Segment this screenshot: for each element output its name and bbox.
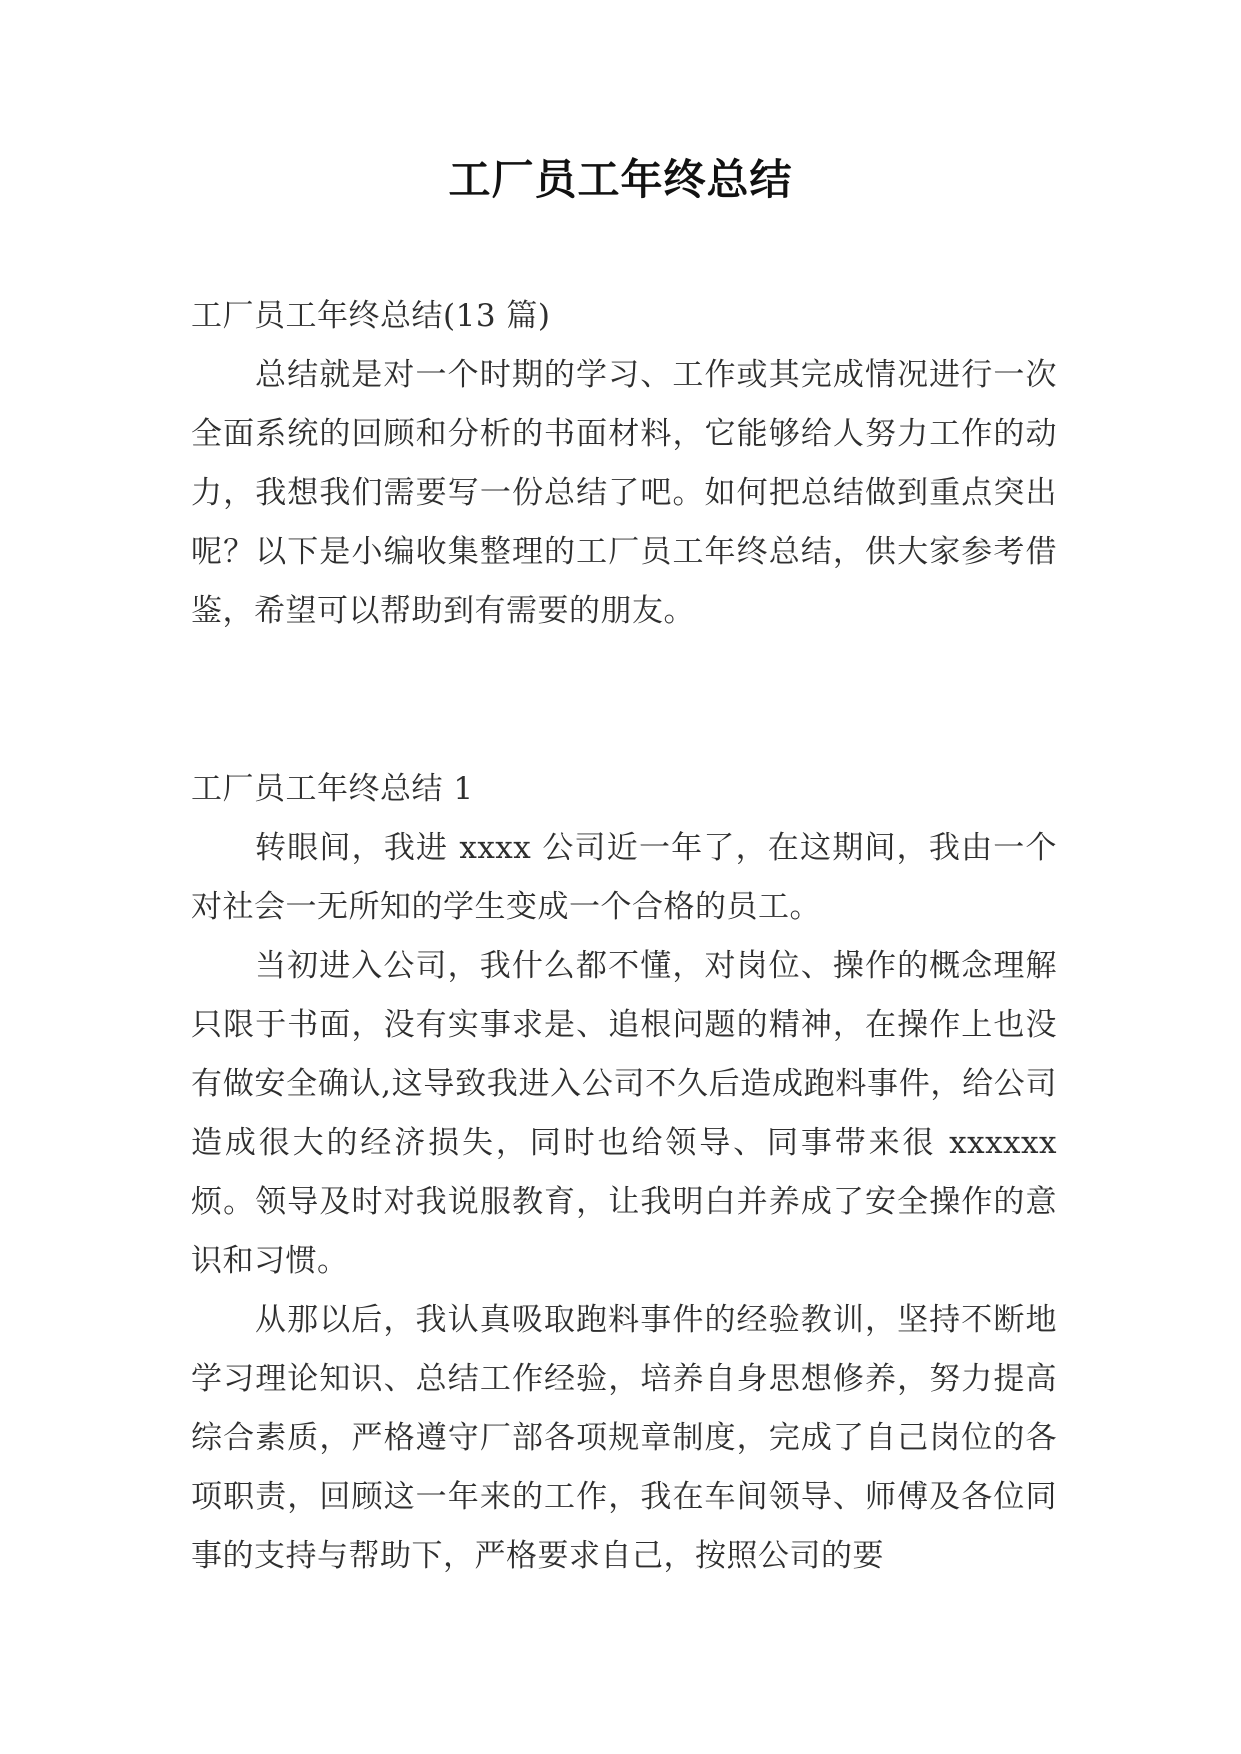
intro-block (191, 287, 1057, 641)
section-1-paragraph-1: 转眼间，我进 xxxx 公司近一年了，在这期间，我由一个对社会一无所知的学生变成一个合格的员工。 (191, 830, 1057, 925)
section-1-heading: 工厂员工年终总结 1 (191, 771, 474, 807)
section-1-paragraph-3: 从那以后，我认真吸取跑料事件的经验教训，坚持不断地学习理论知识、总结工作经验，培养自身思想修养，努力提高综合素质，严格遵守厂部各项规章制度，完成了自己岗位的各项职责，回顾这一年来的工作，我在车间领导、师傅及各位同事的支持与帮助下，严格要求自己，按照公司的要 (191, 1302, 1057, 1574)
section-1-block (191, 760, 1057, 1586)
section-1-paragraph-2: 当初进入公司，我什么都不懂，对岗位、操作的概念理解只限于书面，没有实事求是、追根问题的精神，在操作上也没有做安全确认,这导致我进入公司不久后造成跑料事件，给公司造成很大的经济损失，同时也给领导、同事带来很 xxxxxx 烦。领导及时对我说服教育，让我明白并养成了安全操作的意识和习惯。 (191, 948, 1057, 1279)
intro-heading: 工厂员工年终总结(13 篇) (191, 298, 551, 334)
intro-paragraph: 总结就是对一个时期的学习、工作或其完成情况进行一次全面系统的回顾和分析的书面材料，它能够给人努力工作的动力，我想我们需要写一份总结了吧。如何把总结做到重点突出呢？以下是小编收集整理的工厂员工年终总结，供大家参考借鉴，希望可以帮助到有需要的朋友。 (191, 357, 1057, 629)
document-title: 工厂员工年终总结 (448, 155, 793, 204)
